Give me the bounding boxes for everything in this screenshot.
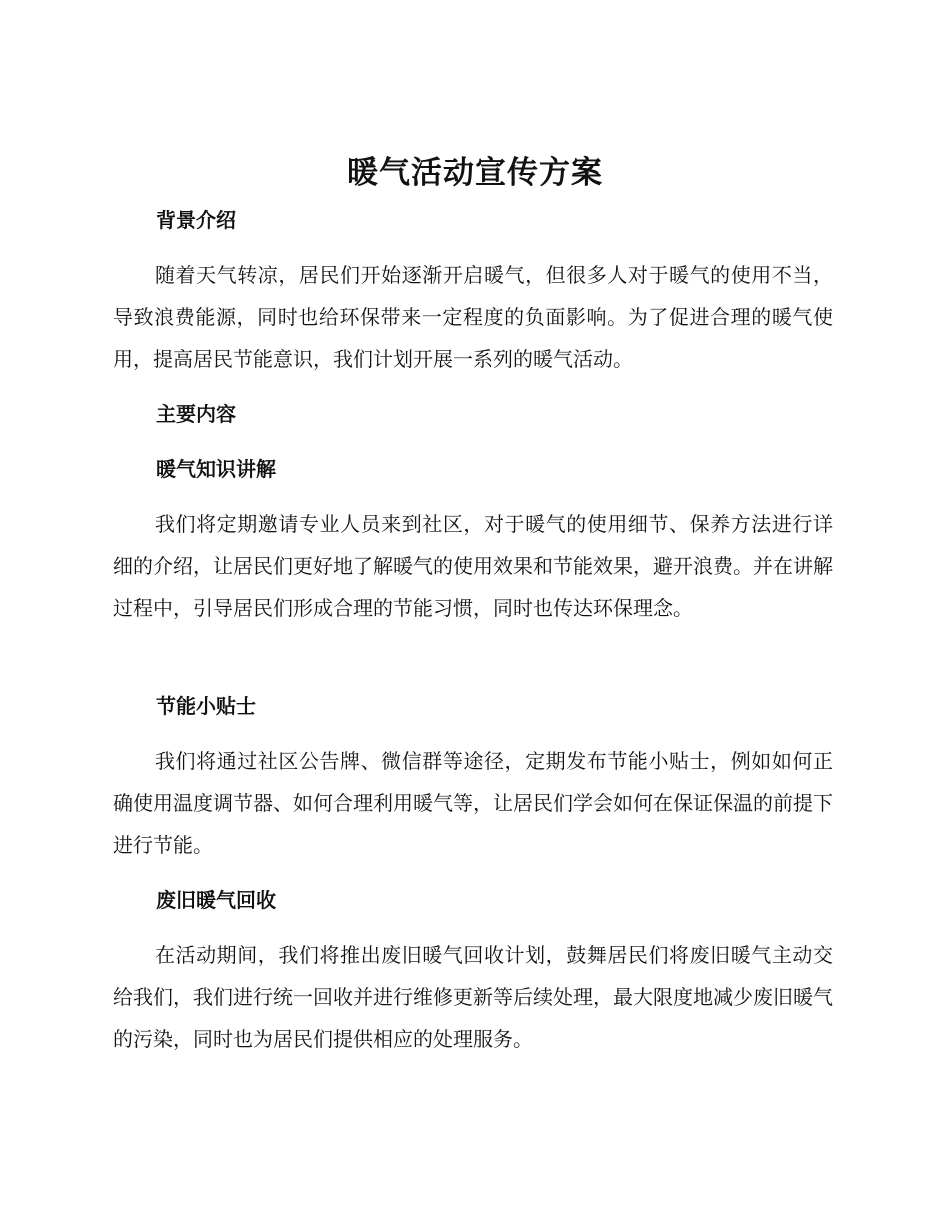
section-heading-recycling: 废旧暖气回收 — [156, 888, 276, 912]
section-paragraph-recycling: 在活动期间，我们将推出废旧暖气回收计划，鼓舞居民们将废旧暖气主动交给我们，我们进行统一回收并进行维修更新等后续处理，最大限度地减少废旧暖气的污染，同时也为居民们提供相应的处理服务。 — [113, 943, 833, 1051]
section-paragraph-background: 随着天气转凉，居民们开始逐渐开启暖气，但很多人对于暖气的使用不当，导致浪费能源，同时也给环保带来一定程度的负面影响。为了促进合理的暖气使用，提高居民节能意识，我们计划开展一系列的暖气活动。 — [113, 263, 833, 371]
section-heading-knowledge: 暖气知识讲解 — [156, 457, 276, 481]
section-paragraph-tips: 我们将通过社区公告牌、微信群等途径，定期发布节能小贴士，例如如何正确使用温度调节器、如何合理利用暖气等，让居民们学会如何在保证保温的前提下进行节能。 — [113, 749, 833, 857]
section-heading-tips: 节能小贴士 — [156, 694, 256, 718]
section-heading-background: 背景介绍 — [156, 208, 236, 232]
section-paragraph-knowledge: 我们将定期邀请专业人员来到社区，对于暖气的使用细节、保养方法进行详细的介绍，让居民们更好地了解暖气的使用效果和节能效果，避开浪费。并在讲解过程中，引导居民们形成合理的节能习惯，同时也传达环保理念。 — [113, 512, 833, 620]
section-heading-main-content: 主要内容 — [156, 402, 236, 426]
document-title: 暖气活动宣传方案 — [347, 155, 603, 191]
